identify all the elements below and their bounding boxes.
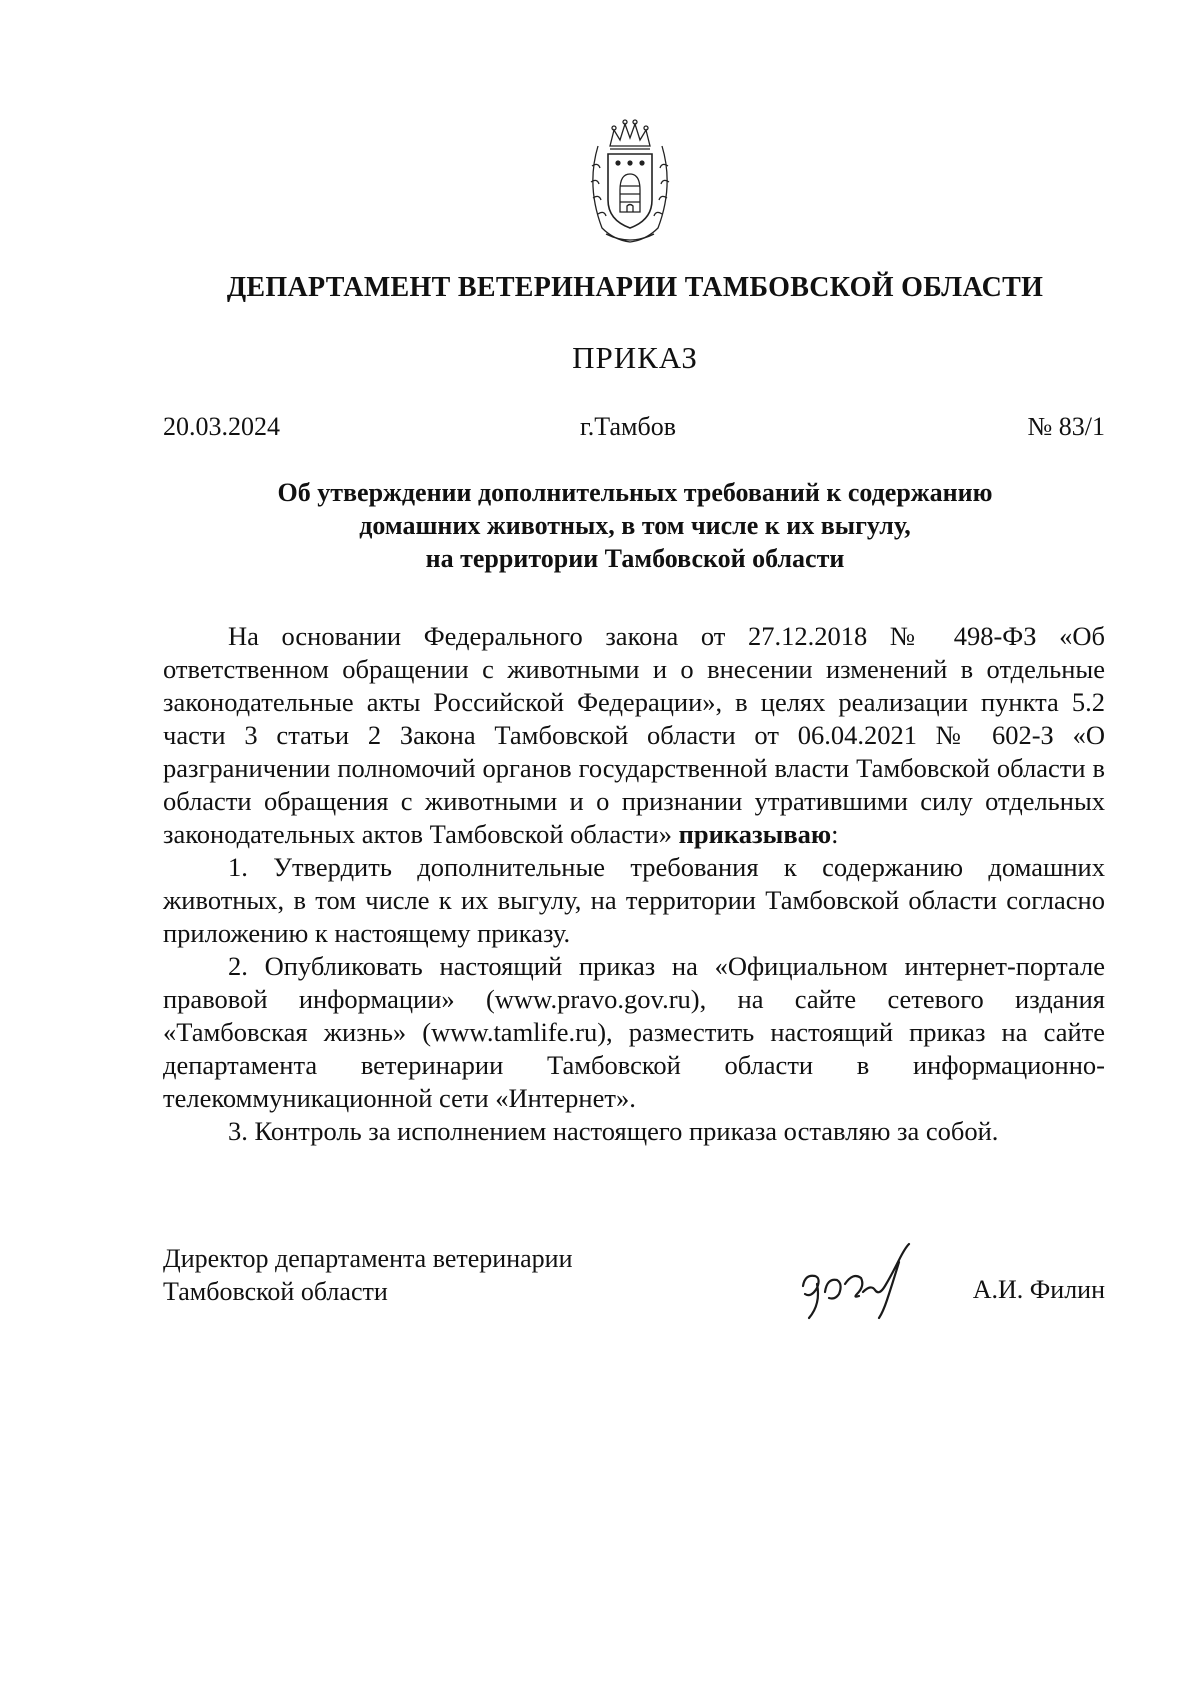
order-item: 1. Утвердить дополнительные требования к содержанию домашних животных, в том числе к их выгулу, на территории Тамбовской области согласно приложению к настоящему приказу.	[163, 852, 1105, 948]
signatory-name: А.И. Филин	[972, 1275, 1105, 1304]
signatory-title-line: Директор департамента ветеринарии	[163, 1244, 573, 1273]
document-number: № 83/1	[1027, 412, 1105, 441]
subject-line: домашних животных, в том числе к их выгулу,	[359, 511, 911, 540]
signatory-title-line: Тамбовской области	[163, 1277, 388, 1306]
decree-colon: :	[831, 819, 839, 849]
subject-line: на территории Тамбовской области	[425, 544, 845, 573]
decree-word: приказываю	[678, 819, 832, 849]
preamble-paragraph	[163, 620, 1105, 851]
document-type: ПРИКАЗ	[572, 340, 698, 375]
document-date: 20.03.2024	[163, 412, 280, 441]
handwritten-signature-icon	[795, 1238, 935, 1326]
department-title: ДЕПАРТАМЕНТ ВЕТЕРИНАРИИ ТАМБОВСКОЙ ОБЛАСТИ	[226, 272, 1044, 303]
order-item: 2. Опубликовать настоящий приказ на «Официальном интернет-портале правовой информации» (www.pravo.gov.ru), на сайте сетевого издания «Тамбовская жизнь» (www.tamlife.ru), разместить настоящий приказ на сайте департамента ветеринарии Тамбовской области в информационно-телекоммуникационной сети «Интернет».	[163, 951, 1105, 1113]
order-item: 3. Контроль за исполнением настоящего приказа оставляю за собой.	[228, 1116, 999, 1146]
document-body	[163, 620, 1105, 1148]
subject-line: Об утверждении дополнительных требований к содержанию	[277, 478, 993, 507]
tambov-coat-of-arms-icon	[580, 116, 680, 248]
document-subject	[200, 476, 1070, 575]
document-city: г.Тамбов	[580, 412, 676, 441]
signatory-title	[163, 1242, 573, 1308]
preamble-text: На основании Федерального закона от 27.12.2018 № 498-ФЗ «Об ответственном обращении с животными и о внесении изменений в отдельные законодательные акты Российской Федерации», в целях реализации пункта 5.2 части 3 статьи 2 Закона Тамбовской области от 06.04.2021 № 602-З «О разграничении полномочий органов государственной власти Тамбовской области в области обращения с животными и о признании утратившими силу отдельных законодательных актов Тамбовской области»	[163, 621, 1105, 849]
